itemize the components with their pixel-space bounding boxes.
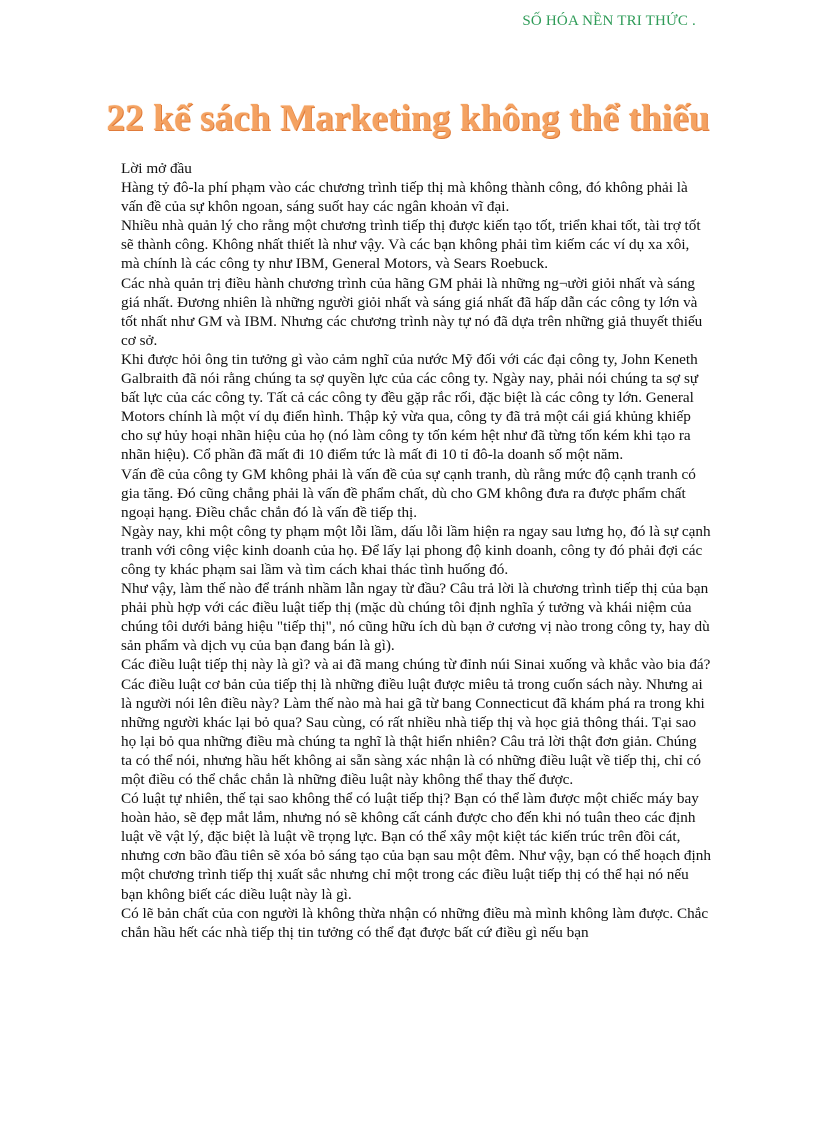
paragraph: Có luật tự nhiên, thế tại sao không thể có luật tiếp thị? Bạn có thể làm được một chiếc máy bay hoàn hảo, sẽ đẹp mắt lắm, nhưng nó sẽ không cất cánh được cho đến khi nó tuân theo các định luật về vật lý, đặc biệt là luật về trọng lực. Bạn có thể xây một kiệt tác kiến trúc trên đồi cát, nhưng cơn bão đầu tiên sẽ xóa bỏ sáng tạo của bạn sau một đêm. Như vậy, bạn có thể hoạch định một chương trình tiếp thị xuất sắc nhưng chỉ một trong các điều luật tiếp thị có thể hại nó nếu bạn không biết các diều luật này là gì.	[121, 790, 711, 903]
paragraph: Như vậy, làm thế nào để tránh nhầm lẫn ngay từ đầu? Câu trả lời là chương trình tiếp thị của bạn phải phù hợp với các điều luật tiếp thị (mặc dù chúng tôi định nghĩa ý tưởng và khái niệm của chúng tôi dưới bảng hiệu "tiếp thị", nó cũng hữu ích dù bạn ở cương vị nào trong công ty, hay dù sản phẩm và dịch vụ của bạn đang bán là gì).	[121, 580, 710, 655]
paragraph: Khi được hỏi ông tin tưởng gì vào cảm nghĩ của nước Mỹ đối với các đại công ty, John Keneth Galbraith đã nói rằng chúng ta sợ quyền lực của các công ty. Ngày nay, phải nói chúng ta sợ sự bất lực của các công ty. Tất cả các công ty đều gặp rắc rối, đặc biệt là các công ty lớn. General Motors chính là một ví dụ điển hình. Thập kỷ vừa qua, công ty đã trả một cái giá khủng khiếp cho sự hủy hoại nhãn hiệu của họ (nó làm công ty tốn kém hệt như đã từng tốn kém khi tạo ra nhãn hiệu). Cổ phần đã mất đi 10 điểm tức là mất đi 10 tỉ đô-la doanh số một năm.	[121, 350, 699, 464]
document-body	[121, 159, 711, 942]
paragraph: Ngày nay, khi một công ty phạm một lỗi lầm, dấu lỗi lầm hiện ra ngay sau lưng họ, đó là sự cạnh tranh với công việc kinh doanh của họ. Để lấy lại phong độ kinh doanh, công ty đó phải đợi các công ty khác phạm sai lầm và tìm cách khai thác tình huống đó.	[121, 522, 711, 578]
paragraph: Có lẽ bản chất của con người là không thừa nhận có những điều mà mình không làm được. Chắc chắn hầu hết các nhà tiếp thị tin tưởng có thể đạt được bất cứ điều gì nếu bạn	[121, 904, 709, 941]
paragraph: Hàng tỷ đô-la phí phạm vào các chương trình tiếp thị mà không thành công, đó không phải là vấn đề của sự khôn ngoan, sáng suốt hay các ngân khoản vĩ đại.	[121, 179, 688, 216]
paragraph: Các điều luật tiếp thị này là gì? và ai đã mang chúng từ đỉnh núi Sinai xuống và khắc vào bia đá?	[121, 656, 711, 674]
paragraph: Các điều luật cơ bản của tiếp thị là những điều luật được miêu tả trong cuốn sách này. Nhưng ai là người nói lên điều này? Làm thế nào mà hai gã từ bang Connecticut đã khám phá ra trong khi những người khác lại bỏ qua? Sau cùng, có rất nhiều nhà tiếp thị và học giả thông thái. Tại sao họ lại bỏ qua những điều mà chúng ta nghĩ là thật hiển nhiên? Câu trả lời thật đơn giản. Chúng ta có thể nói, nhưng hầu hết không ai sẵn sàng xác nhận là có những điều luật về tiếp thị, chỉ có một điều có thể chắc chắn là những điều luật này không thể thay thế được.	[121, 675, 705, 788]
paragraph: Lời mở đầu	[121, 160, 192, 177]
paragraph: Các nhà quản trị điều hành chương trình của hãng GM phải là những ng¬ười giỏi nhất và sáng giá nhất. Đương nhiên là những người giỏi nhất và sáng giá nhất đã hấp dẫn các công ty lớn và tốt nhất như GM và IBM. Nhưng các chương trình này tự nó đã dựa trên những giả thuyết thiếu cơ sở.	[121, 274, 703, 349]
header-note: SỐ HÓA NỀN TRI THỨC .	[522, 13, 696, 29]
document-title: 22 kế sách Marketing không thể thiếu	[106, 98, 710, 139]
paragraph: Nhiều nhà quản lý cho rằng một chương trình tiếp thị được kiến tạo tốt, triển khai tốt, tài trợ tốt sẽ thành công. Không nhất thiết là như vậy. Và các bạn không phải tìm kiếm các ví dụ xa xôi, mà chính là các công ty như IBM, General Motors, và Sears Roebuck.	[121, 217, 701, 273]
paragraph: Vấn đề của công ty GM không phải là vấn đề của sự cạnh tranh, dù rằng mức độ cạnh tranh có gia tăng. Đó cũng chẳng phải là vấn đề phẩm chất, dù cho GM không đưa ra được phẩm chất ngoại hạng. Điều chắc chắn đó là vấn đề tiếp thị.	[121, 465, 696, 521]
